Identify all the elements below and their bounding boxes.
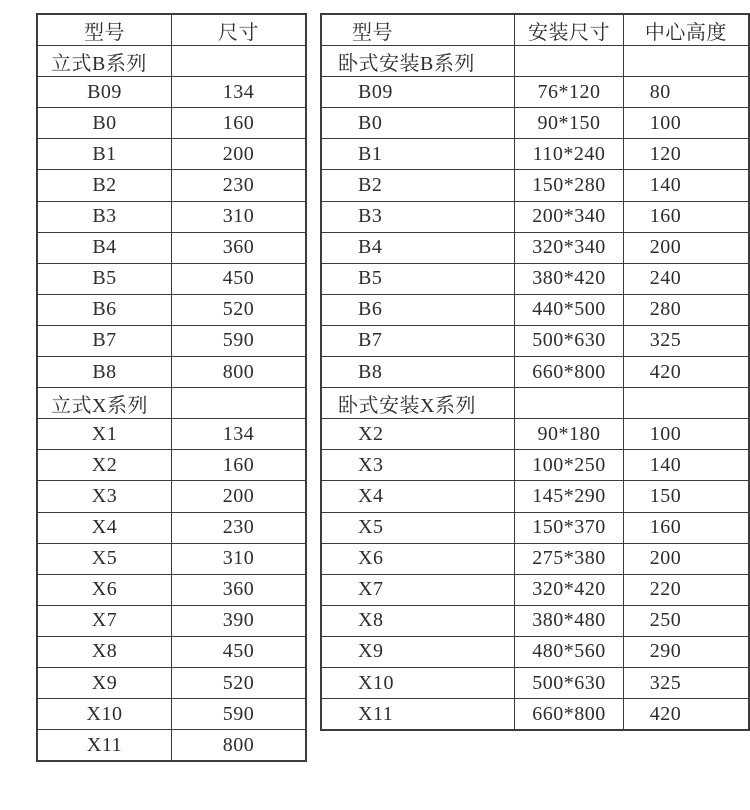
value-cell: 310 xyxy=(172,543,307,574)
model-cell: X1 xyxy=(37,419,172,450)
table-row xyxy=(321,636,749,667)
value-cell: 134 xyxy=(172,419,307,450)
table-row xyxy=(321,294,749,325)
table-row xyxy=(321,325,749,356)
model-cell: B5 xyxy=(321,263,515,294)
header-row xyxy=(321,14,749,46)
empty-cell xyxy=(172,46,307,77)
table-row xyxy=(321,699,749,731)
table-row xyxy=(37,77,306,108)
model-cell: X5 xyxy=(37,543,172,574)
value-cell: 120 xyxy=(623,139,749,170)
table-row xyxy=(37,481,306,512)
table-row xyxy=(37,108,306,139)
model-cell: X2 xyxy=(321,419,515,450)
value-cell: 325 xyxy=(623,667,749,698)
model-cell: B2 xyxy=(37,170,172,201)
table-row xyxy=(37,636,306,667)
model-cell: X9 xyxy=(37,667,172,698)
value-cell: 80 xyxy=(623,77,749,108)
value-cell: 520 xyxy=(172,294,307,325)
value-cell: 140 xyxy=(623,450,749,481)
model-cell: B09 xyxy=(321,77,515,108)
value-cell: 320*420 xyxy=(515,574,624,605)
model-cell: X11 xyxy=(37,730,172,762)
value-cell: 100 xyxy=(623,108,749,139)
empty-cell xyxy=(515,388,624,419)
value-cell: 310 xyxy=(172,201,307,232)
value-cell: 145*290 xyxy=(515,481,624,512)
value-cell: 520 xyxy=(172,667,307,698)
value-cell: 290 xyxy=(623,636,749,667)
table-row xyxy=(37,419,306,450)
model-cell: X7 xyxy=(37,605,172,636)
value-cell: 420 xyxy=(623,357,749,388)
value-cell: 200 xyxy=(623,232,749,263)
table-row xyxy=(321,481,749,512)
model-cell: X6 xyxy=(321,543,515,574)
model-cell: B09 xyxy=(37,77,172,108)
value-cell: 380*480 xyxy=(515,605,624,636)
model-cell: B0 xyxy=(321,108,515,139)
value-cell: 100 xyxy=(623,419,749,450)
value-cell: 360 xyxy=(172,232,307,263)
table-row xyxy=(37,139,306,170)
value-cell: 76*120 xyxy=(515,77,624,108)
table-row xyxy=(321,543,749,574)
value-cell: 390 xyxy=(172,605,307,636)
model-cell: B3 xyxy=(37,201,172,232)
table-row xyxy=(37,170,306,201)
model-cell: B6 xyxy=(37,294,172,325)
value-cell: 275*380 xyxy=(515,543,624,574)
value-cell: 200*340 xyxy=(515,201,624,232)
value-cell: 220 xyxy=(623,574,749,605)
value-cell: 800 xyxy=(172,357,307,388)
value-cell: 800 xyxy=(172,730,307,762)
table-row xyxy=(37,667,306,698)
section-row xyxy=(321,46,749,77)
empty-cell xyxy=(623,388,749,419)
table-row xyxy=(37,263,306,294)
table-row xyxy=(37,232,306,263)
table-row xyxy=(37,325,306,356)
table-row xyxy=(321,512,749,543)
table-row xyxy=(37,605,306,636)
model-cell: B4 xyxy=(321,232,515,263)
empty-cell xyxy=(623,46,749,77)
value-cell: 500*630 xyxy=(515,325,624,356)
value-cell: 230 xyxy=(172,170,307,201)
table-row xyxy=(321,77,749,108)
value-cell: 200 xyxy=(172,481,307,512)
value-cell: 500*630 xyxy=(515,667,624,698)
model-cell: B6 xyxy=(321,294,515,325)
table-row xyxy=(321,450,749,481)
model-cell: X9 xyxy=(321,636,515,667)
empty-cell xyxy=(515,46,624,77)
model-cell: X4 xyxy=(37,512,172,543)
model-cell: X8 xyxy=(321,605,515,636)
model-cell: X10 xyxy=(321,667,515,698)
model-cell: B8 xyxy=(37,357,172,388)
table-row xyxy=(37,357,306,388)
table-row xyxy=(37,512,306,543)
value-cell: 320*340 xyxy=(515,232,624,263)
table-row xyxy=(321,357,749,388)
value-cell: 200 xyxy=(623,543,749,574)
section-row xyxy=(37,388,306,419)
section-title: 卧式安装X系列 xyxy=(321,388,515,419)
model-cell: X3 xyxy=(321,450,515,481)
table-row xyxy=(321,232,749,263)
section-title: 立式B系列 xyxy=(37,46,172,77)
table-row xyxy=(37,450,306,481)
horizontal-mount-spec-table xyxy=(320,13,750,731)
model-cell: B3 xyxy=(321,201,515,232)
value-cell: 160 xyxy=(172,450,307,481)
value-cell: 590 xyxy=(172,325,307,356)
section-row xyxy=(37,46,306,77)
column-header: 型号 xyxy=(321,14,515,46)
column-header: 中心高度 xyxy=(623,14,749,46)
value-cell: 590 xyxy=(172,699,307,730)
model-cell: X8 xyxy=(37,636,172,667)
model-cell: B4 xyxy=(37,232,172,263)
value-cell: 660*800 xyxy=(515,699,624,731)
value-cell: 150*370 xyxy=(515,512,624,543)
table-row xyxy=(321,574,749,605)
table-row xyxy=(37,730,306,762)
model-cell: B1 xyxy=(37,139,172,170)
value-cell: 100*250 xyxy=(515,450,624,481)
vertical-series-spec-table xyxy=(36,13,307,762)
value-cell: 480*560 xyxy=(515,636,624,667)
table-row xyxy=(321,201,749,232)
section-title: 卧式安装B系列 xyxy=(321,46,515,77)
model-cell: B5 xyxy=(37,263,172,294)
table-row xyxy=(321,170,749,201)
value-cell: 160 xyxy=(623,512,749,543)
table-row xyxy=(321,605,749,636)
model-cell: X6 xyxy=(37,574,172,605)
value-cell: 134 xyxy=(172,77,307,108)
value-cell: 160 xyxy=(172,108,307,139)
table-row xyxy=(37,294,306,325)
model-cell: B2 xyxy=(321,170,515,201)
value-cell: 90*180 xyxy=(515,419,624,450)
empty-cell xyxy=(172,388,307,419)
table-row xyxy=(321,108,749,139)
table-row xyxy=(321,139,749,170)
model-cell: B0 xyxy=(37,108,172,139)
model-cell: X4 xyxy=(321,481,515,512)
table-row xyxy=(37,574,306,605)
value-cell: 200 xyxy=(172,139,307,170)
value-cell: 150 xyxy=(623,481,749,512)
value-cell: 150*280 xyxy=(515,170,624,201)
model-cell: X7 xyxy=(321,574,515,605)
value-cell: 450 xyxy=(172,636,307,667)
value-cell: 110*240 xyxy=(515,139,624,170)
model-cell: X10 xyxy=(37,699,172,730)
table-row xyxy=(321,419,749,450)
model-cell: B8 xyxy=(321,357,515,388)
column-header: 型号 xyxy=(37,14,172,46)
section-title: 立式X系列 xyxy=(37,388,172,419)
model-cell: X2 xyxy=(37,450,172,481)
column-header: 尺寸 xyxy=(172,14,307,46)
table-row xyxy=(37,201,306,232)
model-cell: X3 xyxy=(37,481,172,512)
table-row xyxy=(321,263,749,294)
value-cell: 280 xyxy=(623,294,749,325)
table-row xyxy=(37,699,306,730)
value-cell: 140 xyxy=(623,170,749,201)
model-cell: B7 xyxy=(321,325,515,356)
model-cell: B7 xyxy=(37,325,172,356)
value-cell: 160 xyxy=(623,201,749,232)
section-row xyxy=(321,388,749,419)
model-cell: X11 xyxy=(321,699,515,731)
value-cell: 660*800 xyxy=(515,357,624,388)
column-header: 安装尺寸 xyxy=(515,14,624,46)
value-cell: 450 xyxy=(172,263,307,294)
value-cell: 240 xyxy=(623,263,749,294)
value-cell: 250 xyxy=(623,605,749,636)
value-cell: 440*500 xyxy=(515,294,624,325)
table-row xyxy=(321,667,749,698)
model-cell: X5 xyxy=(321,512,515,543)
value-cell: 230 xyxy=(172,512,307,543)
value-cell: 360 xyxy=(172,574,307,605)
value-cell: 90*150 xyxy=(515,108,624,139)
value-cell: 380*420 xyxy=(515,263,624,294)
table-row xyxy=(37,543,306,574)
value-cell: 420 xyxy=(623,699,749,731)
model-cell: B1 xyxy=(321,139,515,170)
value-cell: 325 xyxy=(623,325,749,356)
header-row xyxy=(37,14,306,46)
